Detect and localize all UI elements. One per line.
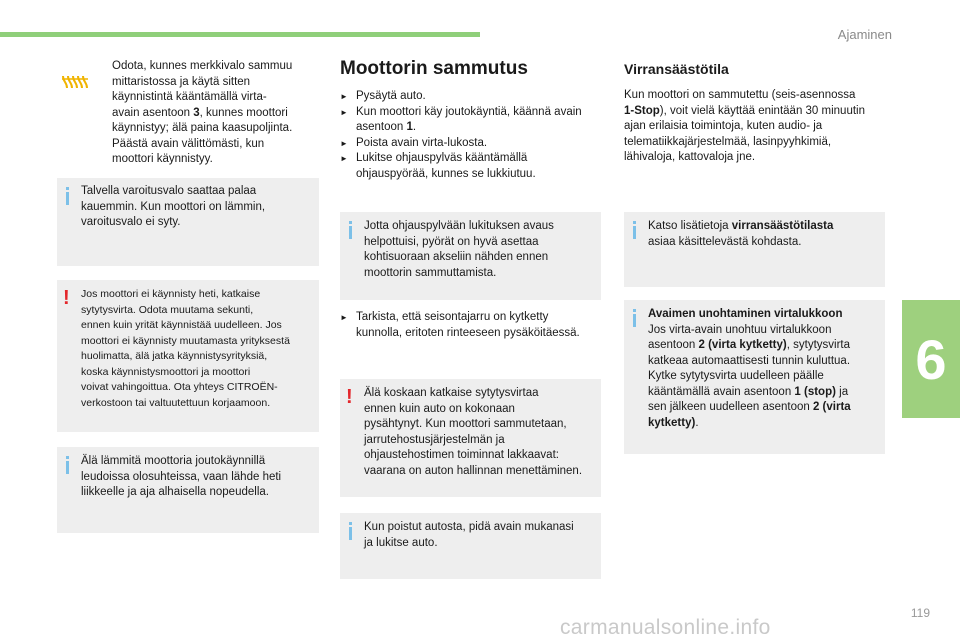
info-box-lock-car: Kun poistut autosta, pidä avain mukanasi ja lukitse auto. bbox=[340, 513, 601, 579]
heading-engine-stop: Moottorin sammutus bbox=[340, 58, 528, 79]
parking-brake-step bbox=[340, 310, 580, 341]
section-color-bar bbox=[0, 32, 480, 37]
info-icon bbox=[628, 309, 641, 327]
glow-note-text: Odota, kunnes merkkivalo sammuu mittaristossa ja käytä sitten käynnistintä kääntämällä virta- avain asentoon 3, kunnes moottori käynnistyy; älä paina kaasupoljinta. Päästä avain välittömästi, kun moottori käynnistyy. bbox=[112, 60, 293, 165]
info-box-idle: Älä lämmitä moottoria joutokäynnillä leudoissa olosuhteissa, vaan lähde heti liikkeelle ja aja alhaisella nopeudella. bbox=[57, 447, 319, 533]
list-item: ► Pysäytä auto. bbox=[340, 89, 582, 105]
watermark: carmanualsonline.info bbox=[560, 616, 771, 639]
list-item: ► Tarkista, että seisontajarru on kytketty kunnolla, eritoten rinteeseen pysäköitäessä. bbox=[340, 310, 580, 341]
info-icon bbox=[61, 187, 74, 205]
warning-box-ignition: ! Älä koskaan katkaise sytytysvirtaa ennen kuin auto on kokonaan pysähtynyt. Kun moottori sammutetaan, jarrutehostusjärjestelmän ja ohjaustehostimen toiminnat lakkaavat: vaarana on auton hallinnan menettäminen. bbox=[340, 379, 601, 497]
info-icon bbox=[61, 456, 74, 474]
info-box-steering-lock: Jotta ohjauspylvään lukituksen avaus helpottuisi, pyörät on hyvä asettaa kohtisuoraan akseliin nähden ennen moottorin sammuttamista. bbox=[340, 212, 601, 300]
chapter-tab: 6 bbox=[902, 300, 960, 418]
info-box-winter: Talvella varoitusvalo saattaa palaa kauemmin. Kun moottori on lämmin, varoitusvalo ei syty. bbox=[57, 178, 319, 266]
page-number: 119 bbox=[910, 606, 930, 620]
section-title: Ajaminen bbox=[837, 27, 892, 42]
glow-plug-icon bbox=[60, 73, 90, 93]
list-item: ► Poista avain virta-lukosta. bbox=[340, 136, 582, 152]
info-box-key-left: Avaimen unohtaminen virtalukkoon Jos virta-avain unohtuu virtalukkoon asentoon 2 (virta kytketty), sytytysvirta katkeaa automaattisesti tunnin kuluttua. Kytke sytytysvirta uudelleen päälle kääntämällä avain asentoon 1 (stop) ja sen jälkeen uudelleen asentoon 2 (virta kytketty). bbox=[624, 300, 885, 454]
warning-box-start-fail: ! Jos moottori ei käynnisty heti, katkaise sytytysvirta. Odota muutama sekunti, ennen kuin yrität käynnistää uudelleen. Jos moottori ei käynnisty muutamasta yrityksestä huolimatta, älä jatka käynnistysyrityksiä, koska käynnistysmoottori ja moottori voivat vahingoittua. Ota yhteys CITROËN- verkostoon tai valtuutettuun korjaamoon. bbox=[57, 280, 319, 432]
info-box-energy-ref: Katso lisätietoja virransäästötilasta asiaa käsittelevästä kohdasta. bbox=[624, 212, 885, 287]
list-item: ► Kun moottori käy joutokäyntiä, käännä avain asentoon 1. bbox=[340, 105, 582, 136]
warning-icon: ! bbox=[346, 386, 353, 408]
energy-economy-text: Kun moottori on sammutettu (seis-asennossa 1-Stop), voit vielä käyttää enintään 30 minuutin ajan erilaisia toimintoja, kuten audio- ja telematiikkajärjestelmää, lasinpyyhkimiä, lähivaloja, kattovaloja jne. bbox=[624, 89, 865, 163]
warning-icon: ! bbox=[63, 287, 70, 309]
list-item: ► Lukitse ohjauspylväs kääntämällä ohjauspyörää, kunnes se lukkiutuu. bbox=[340, 151, 582, 182]
info-icon bbox=[344, 522, 357, 540]
info-icon bbox=[628, 221, 641, 239]
engine-stop-steps bbox=[340, 89, 582, 182]
heading-energy-economy: Virransäästötila bbox=[624, 61, 729, 77]
info-icon bbox=[344, 221, 357, 239]
